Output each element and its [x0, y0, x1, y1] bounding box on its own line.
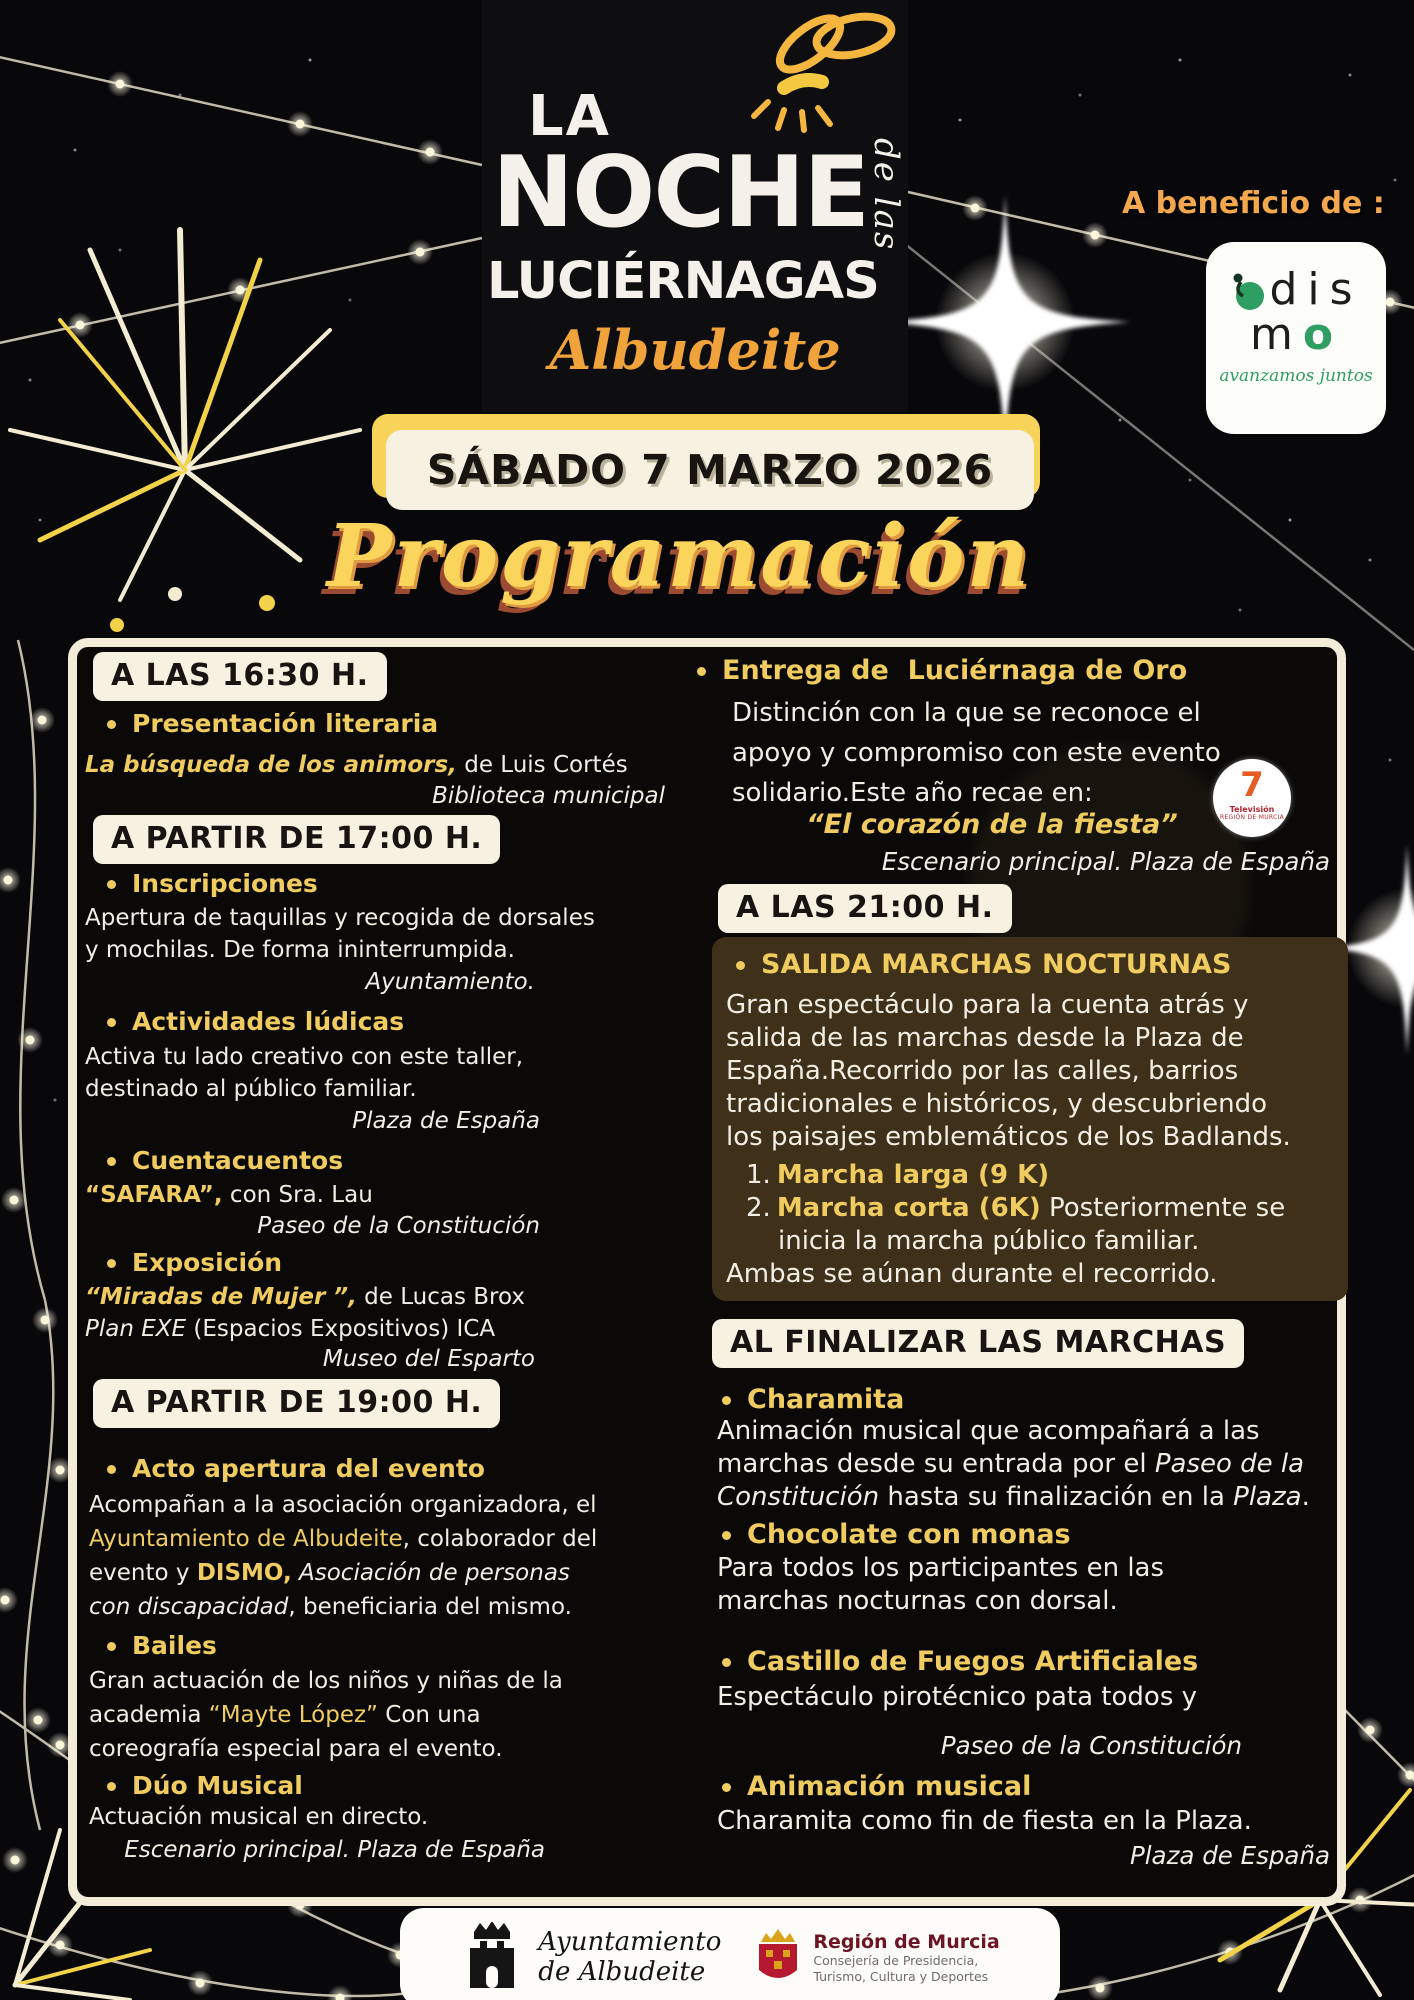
event-line: La búsqueda de los animors, de Luis Cortés — [85, 752, 628, 778]
event-title-duo-musical: Dúo Musical — [107, 1771, 303, 1800]
night-march-panel — [712, 937, 1348, 1301]
dismo-tagline: avanzamos juntos — [1219, 366, 1373, 386]
event-title-inscripciones: Inscripciones — [107, 869, 318, 898]
event-title-cuentacuentos: Cuentacuentos — [107, 1146, 343, 1175]
section-header-final: AL FINALIZAR LAS MARCHAS — [712, 1319, 1244, 1368]
ayuntamiento-logo — [460, 1922, 721, 1994]
event-desc: Charamita como fin de fiesta en la Plaza. — [717, 1806, 1252, 1836]
event-desc: Activa tu lado creativo con este taller, destinado al público familiar. — [85, 1044, 524, 1102]
date-banner — [386, 430, 1034, 510]
footer-logos — [400, 1908, 1060, 2000]
event-line: “SAFARA”, con Sra. Lau — [85, 1182, 373, 1208]
dismo-text-mo: mo — [1250, 309, 1344, 360]
event-title-bailes: Bailes — [107, 1631, 217, 1660]
ayuntamiento-name-line1: Ayuntamiento — [538, 1927, 722, 1958]
logo-luciernagas: LUCIÉRNAGAS — [487, 252, 879, 311]
event-desc: Distinción con la que se reconoce el apoyo y compromiso con este evento solidario.Este año recae en: — [732, 698, 1221, 808]
event-desc: Actuación musical en directo. — [89, 1804, 429, 1830]
event-title-exposicion: Exposición — [107, 1248, 282, 1277]
event-line: “Miradas de Mujer ”, de Lucas Brox — [85, 1284, 525, 1310]
firefly-icon — [738, 2, 908, 152]
venue-line: Museo del Esparto — [322, 1346, 535, 1372]
venue-line: Paseo de la Constitución — [257, 1213, 540, 1239]
march-item-2-cont: inicia la marcha público familiar. — [778, 1226, 1200, 1256]
event-title-chocolate: Chocolate con monas — [722, 1519, 1071, 1550]
event-desc: Gran actuación de los niños y niñas de la academia “Mayte López” Con una coreografía especial para el evento. — [89, 1668, 563, 1762]
event-title-salida-marchas: SALIDA MARCHAS NOCTURNAS — [736, 949, 1231, 980]
event-desc: Espectáculo pirotécnico pata todos y — [717, 1682, 1198, 1712]
venue-line: Biblioteca municipal — [432, 783, 665, 809]
section-header-1630: A LAS 16:30 H. — [93, 652, 387, 701]
logo-de-las: de las — [866, 138, 906, 252]
event-logo — [482, 0, 908, 412]
murcia-logo — [755, 1928, 999, 1988]
event-desc: Para todos los participantes en las marchas nocturnas con dorsal. — [717, 1553, 1165, 1616]
event-desc: Acompañan a la asociación organizadora, el Ayuntamiento de Albudeite, colaborador del evento y DISMO, Asociación de personas con discapacidad, beneficiaria del mismo. — [89, 1492, 598, 1620]
murcia-shield-icon — [755, 1928, 801, 1988]
venue-line: Escenario principal. Plaza de España — [124, 1837, 545, 1863]
albudeite-castle-icon — [460, 1922, 524, 1994]
event-desc: Animación musical que acompañará a las marchas desde su entrada por el Paseo de la Constitución hasta su finalización en la Plaza. — [717, 1416, 1310, 1512]
murcia-dept-line1: Consejería de Presidencia, — [813, 1953, 979, 1969]
benefit-label: A beneficio de : — [1122, 186, 1385, 221]
section-header-2100: A LAS 21:00 H. — [718, 884, 1012, 933]
section-header-1700: A PARTIR DE 17:00 H. — [93, 815, 500, 864]
murcia-name: Región de Murcia — [813, 1931, 1000, 1954]
tv7-murcia-logo: 7 Televisión REGIÓN DE MURCIA — [1213, 759, 1291, 837]
march-close: Ambas se aúnan durante el recorrido. — [726, 1259, 1218, 1289]
program-title: Programación — [326, 506, 1032, 607]
section-header-1900: A PARTIR DE 19:00 H. — [93, 1379, 500, 1428]
march-item-1: 1. Marcha larga (9 K) — [746, 1160, 1050, 1190]
venue-line: Plaza de España — [352, 1108, 540, 1134]
event-title-actividades: Actividades lúdicas — [107, 1007, 404, 1036]
venue-line: Escenario principal. Plaza de España — [881, 847, 1330, 876]
program-box — [68, 638, 1346, 1906]
event-title-animacion: Animación musical — [722, 1771, 1031, 1802]
date-text: SÁBADO 7 MARZO 2026 — [426, 446, 994, 494]
event-desc: Gran espectáculo para la cuenta atrás y salida de las marchas desde la Plaza de España.Recorrido por las calles, barrios tradicionales e históricos, y descubriendo los paisajes emblemáticos de los Badlands. — [726, 990, 1291, 1152]
march-item-2: 2. Marcha corta (6K) Posteriormente se — [746, 1193, 1286, 1223]
award-quote: “El corazón de la fiesta” — [806, 809, 1178, 840]
dismo-logo-card — [1206, 242, 1386, 434]
event-title-presentacion: Presentación literaria — [107, 709, 438, 738]
venue-line: Ayuntamiento. — [365, 969, 535, 995]
murcia-dept-line2: Turismo, Cultura y Deportes — [813, 1969, 989, 1984]
dismo-text-dis: dis — [1269, 264, 1363, 315]
ayuntamiento-name-line2: de Albudeite — [538, 1957, 706, 1987]
logo-albudeite: Albudeite — [549, 318, 841, 382]
tv7-digit: 7 — [1240, 765, 1264, 805]
venue-line: Paseo de la Constitución — [940, 1731, 1242, 1760]
event-desc: Apertura de taquillas y recogida de dorsales y mochilas. De forma ininterrumpida. — [85, 905, 595, 963]
event-title-entrega: Entrega de Luciérnaga de Oro — [697, 655, 1187, 686]
event-title-fuegos: Castillo de Fuegos Artificiales — [722, 1646, 1198, 1677]
logo-la: LA — [528, 84, 612, 149]
event-title-charamita: Charamita — [722, 1384, 904, 1415]
venue-line: Plaza de España — [1129, 1841, 1330, 1870]
event-title-acto-apertura: Acto apertura del evento — [107, 1454, 485, 1483]
event-line: Plan EXE (Espacios Expositivos) ICA — [85, 1316, 496, 1342]
dismo-person-icon — [1229, 270, 1267, 312]
logo-noche: NOCHE — [492, 136, 869, 250]
dismo-logo — [1206, 264, 1386, 315]
